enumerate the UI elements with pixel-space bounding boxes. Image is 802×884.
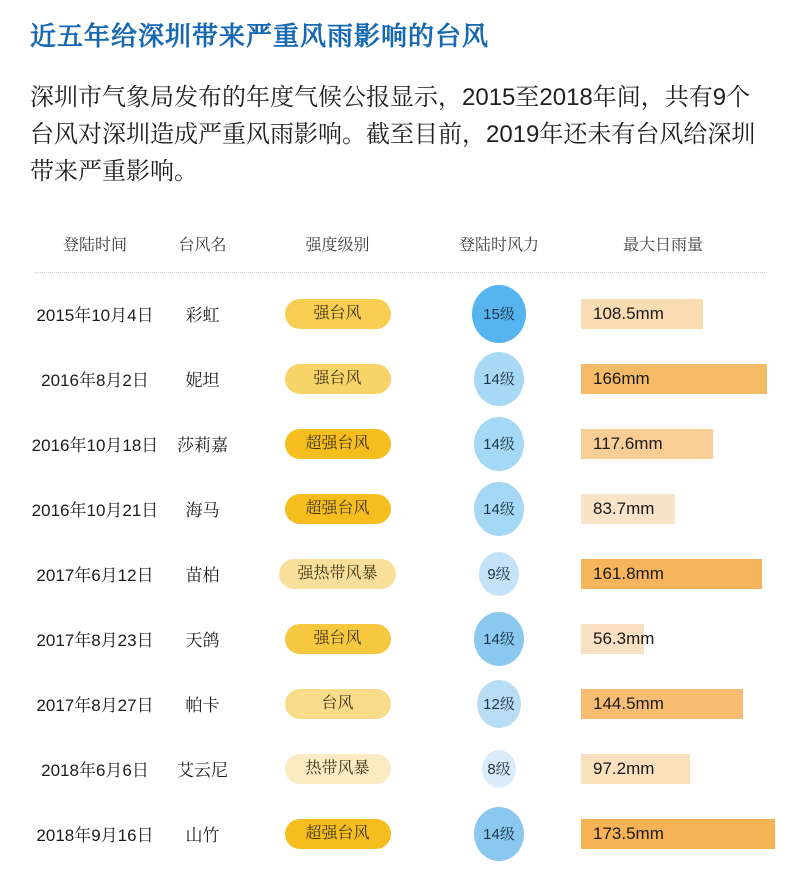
intensity-badge: 超强台风 [285,494,391,524]
wind-force-circle: 8级 [482,750,516,788]
table-row [0,671,802,736]
wind-force-circle: 14级 [474,612,524,666]
intensity-cell [240,819,435,849]
rainfall-bar: 161.8mm [581,559,762,589]
landing-date: 2016年10月18日 [31,436,159,455]
landing-date: 2017年6月12日 [36,566,154,585]
rainfall-cell [563,689,802,719]
rainfall-cell [563,819,802,849]
intensity-badge: 强台风 [285,364,391,394]
rainfall-bar: 97.2mm [581,754,690,784]
typhoon-name: 妮坦 [185,371,220,390]
intensity-cell [240,624,435,654]
landing-date: 2016年10月21日 [31,501,159,520]
rainfall-cell [563,364,802,394]
typhoon-name: 海马 [185,501,220,520]
typhoon-name: 艾云尼 [177,761,228,780]
table-body [0,281,802,866]
wind-force-circle: 14级 [474,352,524,406]
rainfall-cell [563,299,802,329]
header-max-rainfall: 最大日雨量 [622,236,703,254]
header-landing-time: 登陆时间 [62,236,127,254]
rainfall-cell [563,754,802,784]
intensity-cell [240,754,435,784]
landing-date: 2016年8月2日 [41,371,149,390]
rainfall-bar: 173.5mm [581,819,775,849]
table-header-divider [35,272,767,273]
rainfall-bar: 56.3mm [581,624,644,654]
wind-force-circle: 9级 [479,552,519,596]
intensity-cell [240,429,435,459]
intensity-badge: 超强台风 [285,819,391,849]
intensity-cell [240,494,435,524]
intensity-badge: 超强台风 [285,429,391,459]
rainfall-bar: 166mm [581,364,767,394]
landing-date: 2017年8月27日 [36,696,154,715]
intensity-cell [240,299,435,329]
typhoon-name: 莎莉嘉 [177,436,228,455]
wind-cell [435,352,563,406]
header-wind-force: 登陆时风力 [458,236,539,254]
intro-paragraph: 深圳市气象局发布的年度气候公报显示，2015至2018年间，共有9个台风对深圳造成严重风雨影响。截至目前，2019年还未有台风给深圳带来严重影响。 [30,84,756,185]
table-row [0,346,802,411]
intensity-badge: 强台风 [285,624,391,654]
intensity-badge: 强台风 [285,299,391,329]
landing-date: 2018年9月16日 [36,826,154,845]
table-row [0,801,802,866]
typhoon-name: 帕卡 [185,696,220,715]
rainfall-cell [563,429,802,459]
rainfall-cell [563,624,802,654]
typhoon-name: 天鸽 [185,631,220,650]
landing-date: 2018年6月6日 [41,761,149,780]
intensity-cell [240,559,435,589]
wind-force-circle: 15级 [472,285,526,343]
rainfall-bar: 108.5mm [581,299,703,329]
wind-cell [435,285,563,343]
intensity-badge: 热带风暴 [285,754,391,784]
typhoon-name: 彩虹 [185,306,220,325]
wind-cell [435,807,563,861]
wind-cell [435,552,563,596]
wind-cell [435,612,563,666]
rainfall-bar: 144.5mm [581,689,743,719]
wind-cell [435,680,563,728]
landing-date: 2015年10月4日 [36,306,154,325]
table-row [0,281,802,346]
page-title: 近五年给深圳带来严重风雨影响的台风 [30,21,490,51]
typhoon-name: 苗柏 [185,566,220,585]
table-header-row [0,230,802,256]
typhoon-name: 山竹 [185,826,220,845]
header-max-rainfall-wrap [563,232,802,255]
wind-force-circle: 14级 [474,417,524,471]
wind-force-circle: 14级 [474,807,524,861]
table-row [0,606,802,671]
intensity-cell [240,689,435,719]
intensity-cell [240,364,435,394]
intensity-badge: 强热带风暴 [279,559,395,589]
header-intensity: 强度级别 [305,236,370,254]
rainfall-cell [563,494,802,524]
wind-force-circle: 12级 [477,680,521,728]
table-row [0,541,802,606]
rainfall-bar: 83.7mm [581,494,675,524]
table-row [0,476,802,541]
landing-date: 2017年8月23日 [36,631,154,650]
header-typhoon-name: 台风名 [178,236,227,254]
wind-cell [435,417,563,471]
wind-cell [435,482,563,536]
wind-cell [435,750,563,788]
table-row [0,411,802,476]
wind-force-circle: 14级 [474,482,524,536]
rainfall-cell [563,559,802,589]
table-row [0,736,802,801]
rainfall-bar: 117.6mm [581,429,713,459]
intensity-badge: 台风 [285,689,391,719]
